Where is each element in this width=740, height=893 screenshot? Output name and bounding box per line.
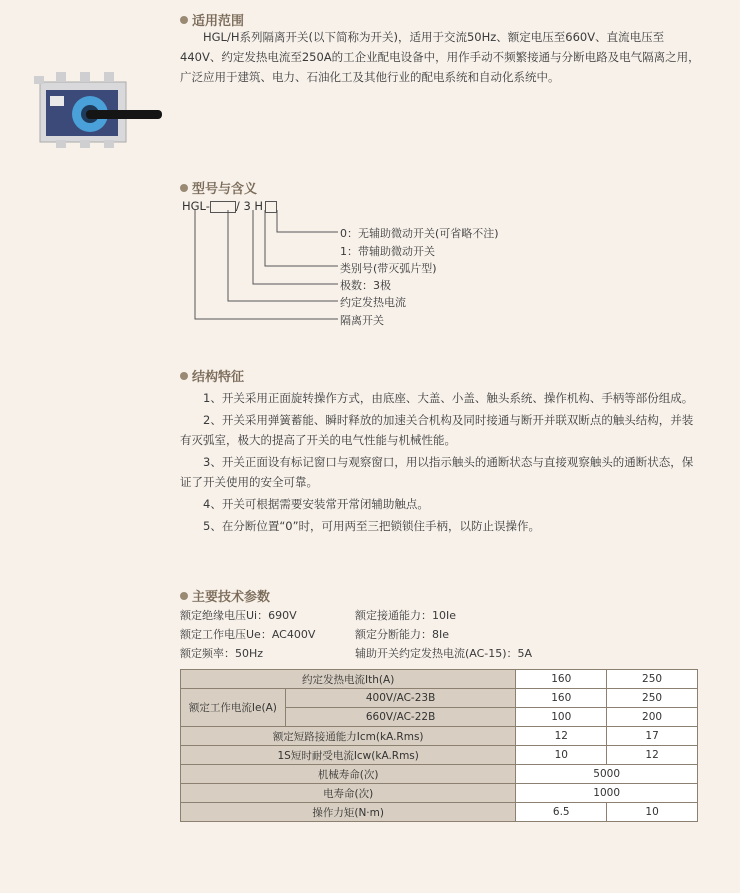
table-label: 电寿命(次) [181,784,516,803]
table-row [181,765,698,784]
table-label: 400V/AC-23B [285,689,516,708]
table-label: 操作力矩(N·m) [181,803,516,822]
table-label: 额定工作电流Ie(A) [181,689,286,727]
model-label-5: 隔离开关 [340,314,384,327]
model-label-0: 0：无辅助微动开关(可省略不注) [340,227,499,240]
table-label: 机械寿命(次) [181,765,516,784]
spec-table [180,669,698,822]
table-cell: 17 [607,727,698,746]
table-cell: 10 [607,803,698,822]
table-cell: 10 [516,746,607,765]
feature-item: 1、开关采用正面旋转操作方式，由底座、大盖、小盖、触头系统、操作机构、手柄等部份组成。 [203,391,694,405]
table-label: 约定发热电流Ith(A) [181,670,516,689]
param-right-0: 额定接通能力：10Ie [355,609,457,622]
model-diagram-lines [180,210,350,330]
model-label-4: 约定发热电流 [340,296,406,309]
bullet-icon [180,372,188,380]
table-cell: 12 [516,727,607,746]
table-cell: 6.5 [516,803,607,822]
scope-text: HGL/H系列隔离开关(以下简称为开关)，适用于交流50Hz、额定电压至660V、直流电压至440V、约定发热电流至250A的工企业配电设备中，用作手动不频繁接通与分断电路及电气隔离之用，广泛应用于建筑、电力、石油化工及其他行业的配电系统和自动化系统中。 [180,30,700,84]
table-cell: 100 [516,708,607,727]
param-left-2: 额定频率：50Hz [180,647,264,660]
model-label-1: 1：带辅助微动开关 [340,245,435,258]
table-row [181,670,698,689]
table-row [181,784,698,803]
table-cell: 200 [607,708,698,727]
model-label-3: 极数：3极 [340,279,391,292]
model-code: HGL- / 3 H [182,199,277,213]
table-label: 额定短路接通能力Icm(kA.Rms) [181,727,516,746]
model-title: 型号与含义 [180,178,257,197]
scope-title: 适用范围 [180,10,244,29]
table-cell: 250 [607,670,698,689]
table-row [181,803,698,822]
features-list [180,388,700,538]
table-cell: 160 [516,670,607,689]
param-left-1: 额定工作电压Ue：AC400V [180,628,316,641]
feature-item: 3、开关正面设有标记窗口与观察窗口，用以指示触头的通断状态与直接观察触头的通断状态，保证了开关使用的安全可靠。 [180,455,694,489]
param-right-1: 额定分断能力：8Ie [355,628,450,641]
feature-item: 5、在分断位置“0”时，可用两至三把锁锁住手柄，以防止误操作。 [203,519,541,533]
bullet-icon [180,16,188,24]
param-left-0: 额定绝缘电压Ui：690V [180,609,297,622]
isolating-switch-image [34,70,164,150]
table-row [181,746,698,765]
features-title: 结构特征 [180,366,244,385]
bullet-icon [180,184,188,192]
table-label: 660V/AC-22B [285,708,516,727]
table-cell: 160 [516,689,607,708]
bullet-icon [180,592,188,600]
model-label-2: 类别号(带灭弧片型) [340,262,437,275]
table-cell: 1000 [516,784,698,803]
feature-item: 2、开关采用弹簧蓄能、瞬时释放的加速关合机构及同时接通与断开并联双断点的触头结构，并装有灭弧室，极大的提高了开关的电气性能与机械性能。 [180,413,694,447]
table-row [181,727,698,746]
feature-item: 4、开关可根据需要安装常开常闭辅助触点。 [203,497,429,511]
param-right-2: 辅助开关约定发热电流(AC-15)：5A [355,647,533,660]
table-label: 1S短时耐受电流Icw(kA.Rms) [181,746,516,765]
table-row [181,689,698,708]
table-cell: 250 [607,689,698,708]
params-title: 主要技术参数 [180,586,270,605]
table-cell: 5000 [516,765,698,784]
table-cell: 12 [607,746,698,765]
